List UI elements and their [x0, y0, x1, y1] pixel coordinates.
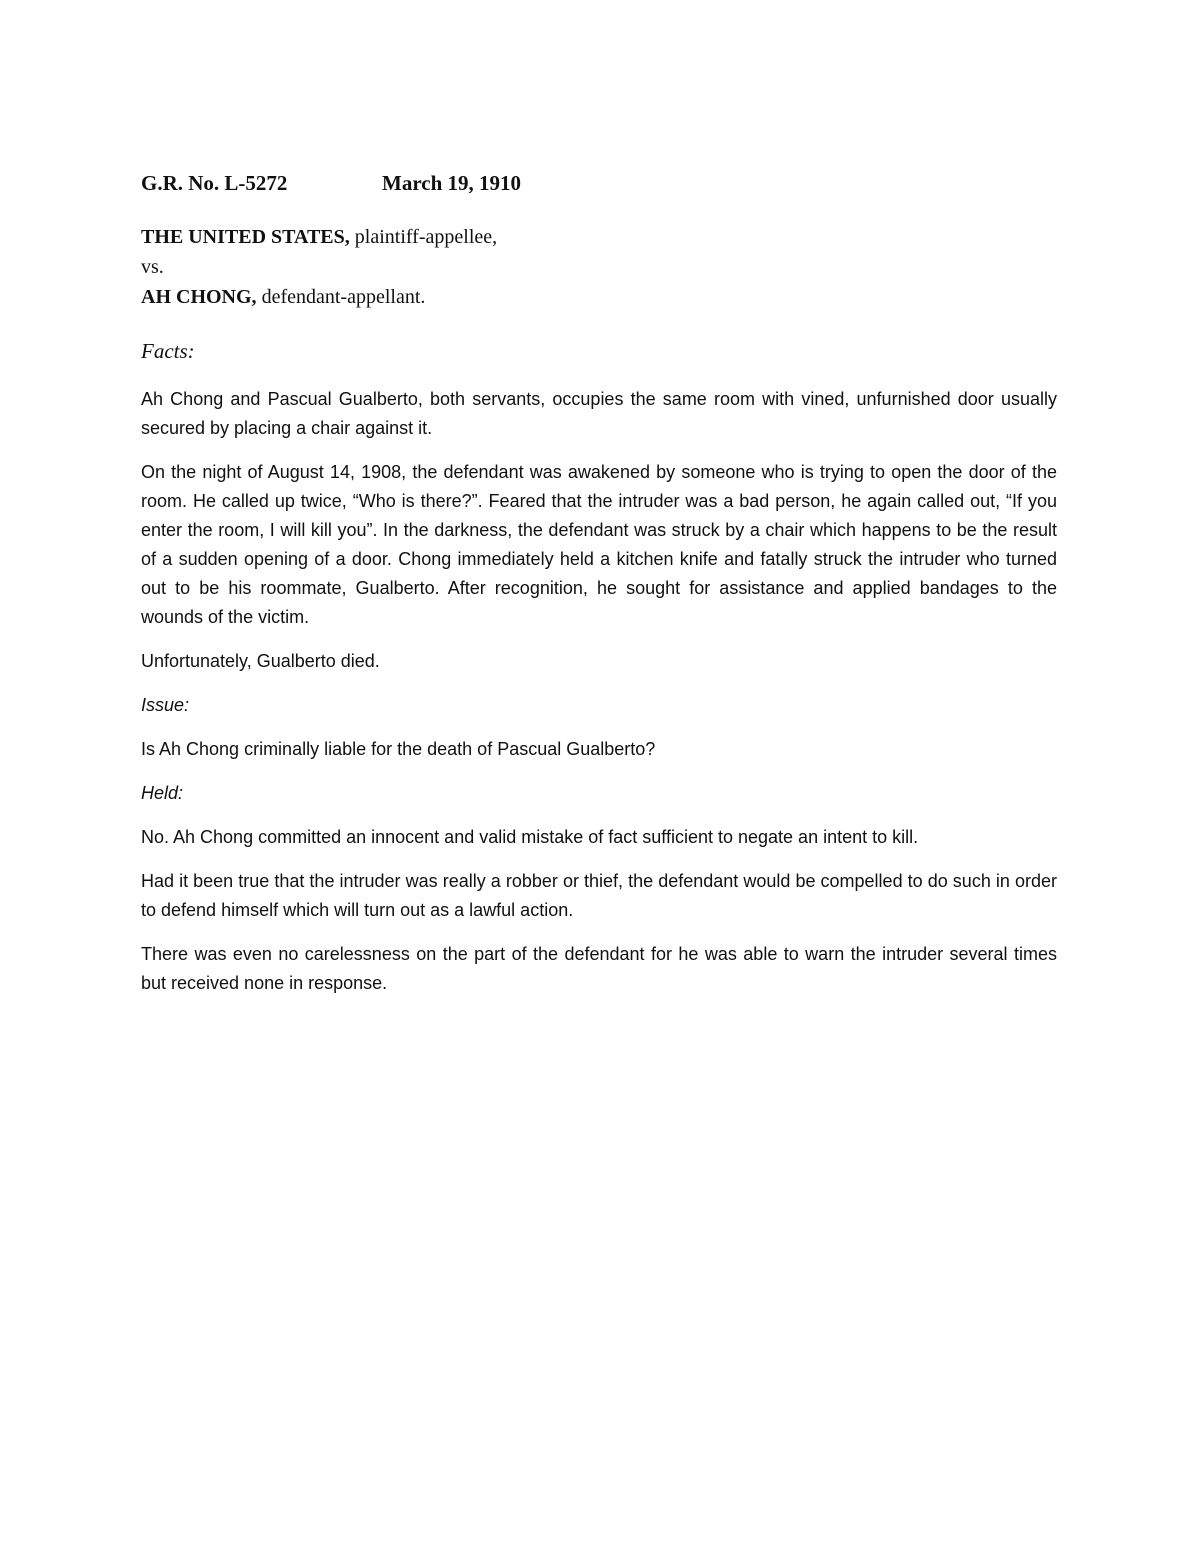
facts-heading: Facts: — [141, 339, 195, 363]
gr-number: G.R. No. L-5272 — [141, 171, 288, 195]
plaintiff-role: plaintiff-appellee, — [349, 226, 498, 248]
case-parties — [141, 222, 1061, 312]
issue-paragraph: Is Ah Chong criminally liable for the death of Pascual Gualberto? — [141, 739, 656, 759]
held-paragraph-3: There was even no carelessness on the part of the defendant for he was able to warn the intruder several times but received none in response. — [141, 944, 1057, 993]
defendant-line — [141, 282, 1061, 312]
facts-paragraph-3: Unfortunately, Gualberto died. — [141, 651, 380, 671]
held-paragraph-2: Had it been true that the intruder was really a robber or thief, the defendant would be compelled to do such in order to defend himself which will turn out as a lawful action. — [141, 871, 1057, 920]
facts-paragraph-1: Ah Chong and Pascual Gualberto, both servants, occupies the same room with vined, unfurnished door usually secured by placing a chair against it. — [141, 389, 1057, 438]
held-heading: Held: — [141, 783, 184, 803]
decision-date: March 19, 1910 — [382, 171, 522, 195]
case-digest-body — [141, 385, 1057, 1013]
defendant-role: defendant-appellant. — [256, 286, 426, 308]
facts-paragraph-2: On the night of August 14, 1908, the defendant was awakened by someone who is trying to open the door of the room. He called up twice, “Who is there?”. Feared that the intruder was a bad person, he again called out, “If you enter the room, I will kill you”. In the darkness, the defendant was struck by a chair which happens to be the result of a sudden opening of a door. Chong immediately held a kitchen knife and fatally struck the intruder who turned out to be his roommate, Gualberto. After recognition, he sought for assistance and applied bandages to the wounds of the victim. — [141, 462, 1057, 627]
issue-heading: Issue: — [141, 695, 190, 715]
defendant-name: AH CHONG, — [141, 286, 257, 308]
held-paragraph-1: No. Ah Chong committed an innocent and valid mistake of fact sufficient to negate an intent to kill. — [141, 827, 919, 847]
case-citation — [141, 168, 1061, 198]
versus-line: vs. — [141, 256, 164, 278]
plaintiff-line — [141, 222, 1061, 252]
plaintiff-name: THE UNITED STATES, — [141, 226, 350, 248]
case-header — [141, 168, 1061, 366]
